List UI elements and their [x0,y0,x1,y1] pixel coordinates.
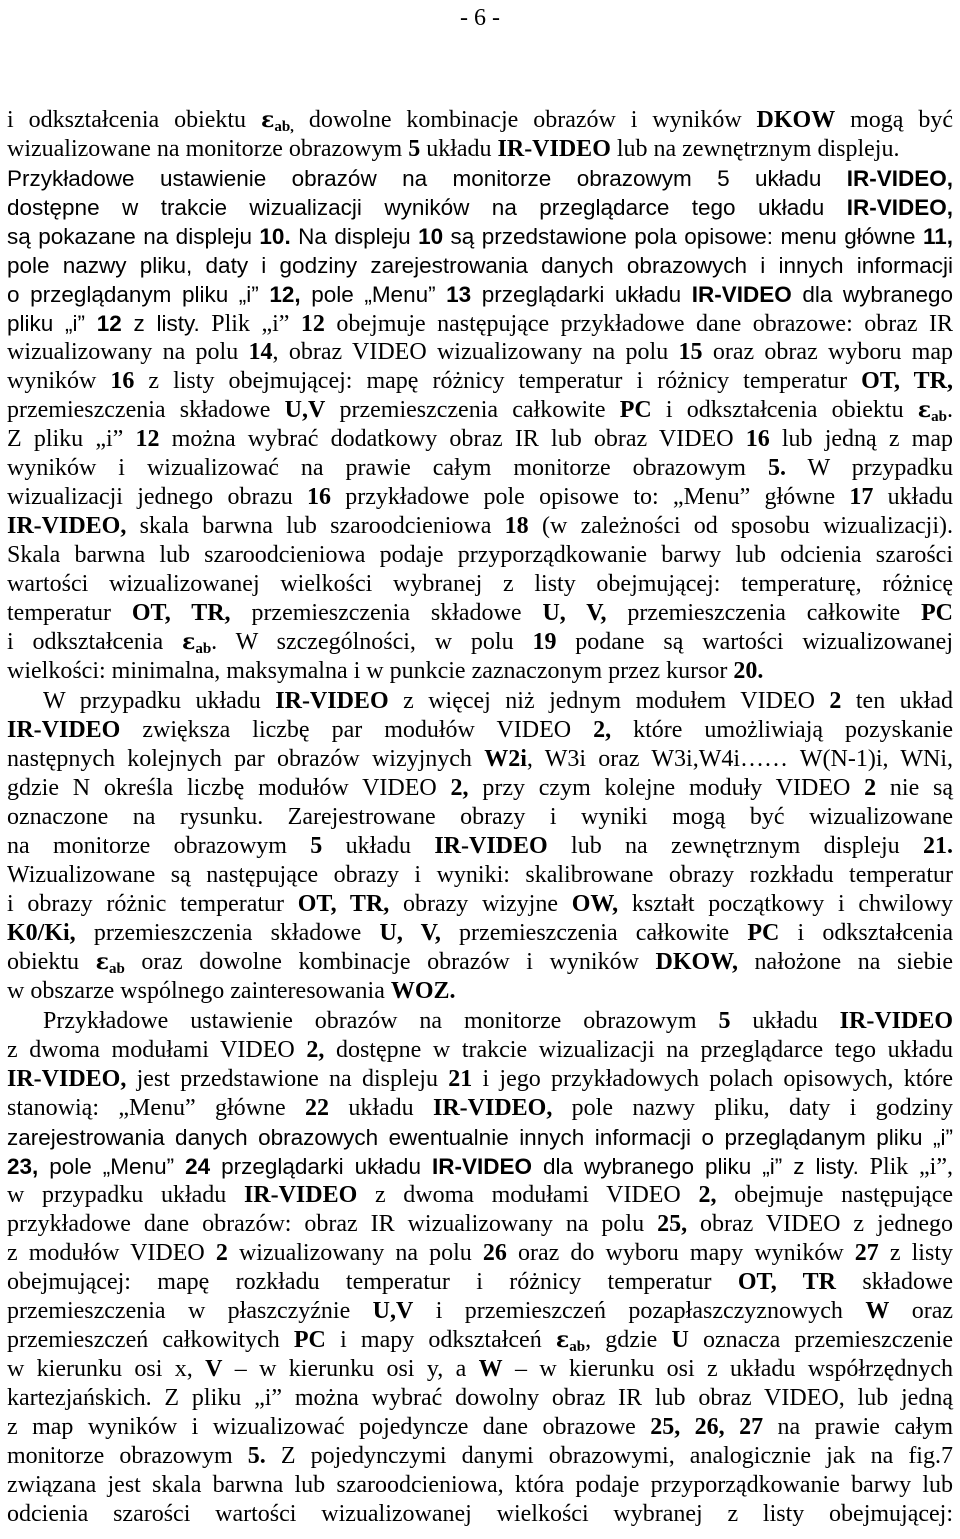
text-run: dostępne w trakcie wizualizacji wyników na przeglądarce tego układu [7,195,847,220]
text-run: oraz [889,1298,953,1324]
text-run: przemieszczenia całkowite [440,920,748,946]
text-run: przemieszczenia składowe [230,600,543,626]
text-line [7,483,953,512]
bold-reference: 23, [7,1154,39,1179]
bold-reference: IR-VIDEO [434,833,548,859]
text-run: skala barwna lub szaroodcieniowa [126,513,505,539]
text-run: monitorze obrazowym [7,1443,248,1469]
text-run: i odkształcenia obiektu [651,397,918,423]
text-line [7,396,953,425]
text-line [7,1152,953,1181]
text-line [7,1500,953,1529]
text-run: W przypadku układu [43,688,276,714]
text-line [7,716,953,745]
bold-reference: IR-VIDEO, [432,1095,553,1121]
text-run: wielkości: minimalna, maksymalna i w punkcie zaznaczonym przez kursor [7,658,734,684]
bold-reference: W2i [484,746,527,772]
text-line [7,832,953,861]
bold-reference: V [205,1356,223,1382]
text-run: z dwoma modułami VIDEO [7,1037,307,1063]
text-line [7,1123,953,1152]
bold-reference: 22 [304,1095,329,1121]
bold-reference: 2 [864,775,877,801]
document-body [7,106,953,1529]
text-run: dowolne kombinacje obrazów i wyników [293,107,757,133]
bold-reference: 2, [306,1037,325,1063]
text-run: Przykładowe ustawienie obrazów na monitorze obrazowym 5 układu [7,166,847,191]
epsilon-subscript: ab [569,1339,586,1355]
epsilon-symbol [182,629,211,655]
text-line [7,1268,953,1297]
bold-reference: OW, [571,891,619,917]
bold-reference: 5. [247,1443,266,1469]
text-line [7,106,953,135]
text-line [7,541,953,570]
text-run: . [947,397,954,423]
text-line [7,570,953,599]
text-line [7,657,953,686]
text-run: oraz obraz wyboru map [702,339,953,365]
text-run: Przykładowe ustawienie obrazów na monitorze obrazowym [43,1008,719,1034]
text-run: podane są wartości wizualizowanej [556,629,953,655]
text-run: kształt początkowy i chwilowy [618,891,953,917]
page-number: - 6 - [460,5,500,31]
text-run: przeglądarki układu [471,282,692,307]
text-run: i odkształcenia [779,920,953,946]
bold-reference: 10. [259,224,291,249]
text-run: z listy [878,1240,953,1266]
text-run: przeglądarki układu [210,1154,432,1179]
bold-reference: K0/Ki, [7,920,76,946]
bold-reference: U,V [372,1298,414,1324]
text-run: układu [420,136,498,162]
bold-reference: 2, [450,775,469,801]
bold-reference: 2 [829,688,842,714]
bold-reference: OT, TR, [861,368,953,394]
text-line [7,861,953,890]
text-run: i obrazy różnic temperatur [7,891,298,917]
bold-reference: 15 [678,339,703,365]
text-line [7,222,953,251]
bold-reference: 5 [408,136,421,162]
epsilon-glyph: ε [260,107,275,133]
text-run: – w kierunku osi z układu współrzędnych [502,1356,953,1382]
text-run: pole nazwy pliku, daty i godziny zarejestrowania danych obrazowych i innych informacji [7,253,953,278]
text-run: oznacza przemieszczenie [688,1327,953,1353]
text-run: pole nazwy pliku, daty i godziny [552,1095,953,1121]
text-run: lub na zewnętrznym displeju. [610,136,900,162]
epsilon-glyph: ε [95,949,109,975]
text-line [7,745,953,774]
bold-reference: 13 [446,282,472,307]
text-run: kartezjańskich. Z pliku „i” można wybrać dowolny obraz IR lub obraz VIDEO, lub jedną [7,1385,953,1411]
text-line [7,919,953,948]
text-line [7,1181,953,1210]
text-run: Wizualizowane są następujące obrazy i wyniki: skalibrowane obrazy rozkładu temperatur [7,862,953,888]
text-run: nałożone na siebie [737,949,953,975]
text-run: . W szczególności, w polu [211,629,533,655]
text-run: dla wybranego pliku „i” z listy. [531,1154,859,1179]
bold-reference: 19 [532,629,557,655]
text-run: obiektu [7,949,96,975]
text-line [7,1471,953,1500]
text-run: przemieszczenia składowe [7,397,285,423]
text-run: wizualizowane na monitorze obrazowym [7,136,409,162]
bold-reference: 12 [135,426,160,452]
text-line [7,251,953,280]
bold-reference: IR-VIDEO [243,1182,358,1208]
text-run: zwiększa liczbę par modułów VIDEO [120,717,594,743]
text-run: Plik „i”, [858,1154,953,1180]
bold-reference: U, V, [379,920,441,946]
epsilon-symbol [918,397,947,423]
text-run: jest przedstawione na displeju [126,1066,449,1092]
text-run: ten układ [841,688,953,714]
text-run: obejmuje następujące przykładowe dane obrazowe: obraz IR [324,311,953,337]
epsilon-subscript: ab [108,961,125,977]
text-run: mogą być [835,107,953,133]
bold-reference: 14 [248,339,273,365]
bold-reference: IR-VIDEO, [846,166,953,191]
text-line [7,890,953,919]
text-run: wyników i wizualizować na prawie całym monitorze obrazowym [7,455,768,481]
bold-reference: IR-VIDEO [691,282,792,307]
text-line [7,367,953,396]
text-line [7,280,953,309]
text-run: lub na zewnętrznym displeju [547,833,923,859]
text-line [7,1036,953,1065]
text-line [7,628,953,657]
text-run: układu [328,1095,433,1121]
text-run: wizualizowany na polu [227,1240,483,1266]
text-line [7,338,953,367]
bold-reference: 20. [733,658,764,684]
text-run: zarejestrowania danych obrazowych ewentualnie innych informacji o przeglądanym pliku „i” [7,1125,953,1150]
text-run: o przeglądanym pliku „i” [7,282,270,307]
text-line [7,1442,953,1471]
bold-reference: 17 [849,484,874,510]
text-run: wyników [7,368,111,394]
bold-reference: 24 [185,1154,211,1179]
text-run: , W3i oraz W3i,W4i…… W(N-1)i, WNi, [526,746,953,772]
bold-reference: DKOW, [655,949,738,975]
bold-reference: IR-VIDEO [497,136,611,162]
bold-reference: 12 [96,311,122,336]
text-run: Skala barwna lub szaroodcieniowa podaje przyporządkowanie barwy lub odcienia szarości [7,542,953,568]
bold-reference: IR-VIDEO [275,688,389,714]
text-run: i odkształcenia obiektu [7,107,261,133]
text-run: na prawie całym [763,1414,954,1440]
epsilon-glyph: ε [555,1327,570,1353]
text-run: są pokazane na displeju [7,224,260,249]
text-run: Plik „i” [199,311,301,337]
text-run: oraz do wyboru mapy wyników [506,1240,855,1266]
text-run: w obszarze wspólnego zainteresowania [7,978,391,1004]
text-run: obejmującej: mapę rozkładu temperatur i różnicy temperatur [7,1269,738,1295]
text-run: przemieszczenia składowe [75,920,380,946]
bold-reference: 11, [922,224,953,249]
text-run: przemieszczeń całkowitych [7,1327,294,1353]
bold-reference: IR-VIDEO, [7,513,127,539]
bold-reference: IR-VIDEO, [846,195,953,220]
bold-reference: OT, TR, [131,600,231,626]
bold-reference: U,V [284,397,326,423]
text-run: wartości wizualizowanej wielkości wybranej z listy obejmującej: temperaturę, różnicę [7,571,953,597]
text-run: i jego przykładowych polach opisowych, które [472,1066,954,1092]
text-line [7,512,953,541]
text-run: z listy. [121,311,200,336]
text-run: oznaczone na rysunku. Zarejestrowane obrazy i wyniki mogą być wizualizowane [7,804,953,830]
text-run: (w zależności od sposobu wizualizacji). [528,513,953,539]
text-run: temperatur [7,600,132,626]
text-line [7,948,953,977]
epsilon-subscript: ab [931,409,948,425]
bold-reference: IR-VIDEO [431,1154,532,1179]
text-run: i odkształcenia [7,629,182,655]
bold-reference: 25, [657,1211,688,1237]
text-run: stanowią: „Menu” główne [7,1095,305,1121]
text-run: wizualizacji jednego obrazu [7,484,307,510]
bold-reference: 5 [718,1008,731,1034]
text-line [7,1355,953,1384]
bold-reference: W [865,1298,890,1324]
text-run: obrazy wizyjne [389,891,572,917]
text-run: lub jedną z map [769,426,953,452]
text-line [7,1326,953,1355]
text-run: następnych kolejnych par obrazów wizyjnych [7,746,485,772]
text-line [7,164,953,193]
text-run: przy czym kolejne moduły VIDEO [468,775,865,801]
text-line [7,1297,953,1326]
text-run: – w kierunku osi y, a [222,1356,479,1382]
text-run: przemieszczenia w płaszczyźnie [7,1298,373,1324]
bold-reference: 27 [854,1240,879,1266]
bold-reference: U [671,1327,689,1353]
bold-reference: 26 [482,1240,507,1266]
text-line [7,1384,953,1413]
text-run: w kierunku osi x, [7,1356,206,1382]
text-run: z listy obejmującej: mapę różnicy temperatur i różnicy temperatur [134,368,862,394]
text-run: oraz dowolne kombinacje obrazów i wyników [124,949,656,975]
epsilon-symbol [96,949,125,975]
text-run: przemieszczenia całkowite [606,600,921,626]
text-run: i mapy odkształceń [325,1327,556,1353]
text-run: dla wybranego [791,282,954,307]
epsilon-symbol [261,107,294,133]
bold-reference: 18 [504,513,529,539]
text-run: obejmuje następujące [716,1182,954,1208]
bold-reference: 16 [745,426,770,452]
text-line [7,1094,953,1123]
bold-reference: 2 [215,1240,228,1266]
text-line [7,774,953,803]
text-run: można wybrać dodatkowy obraz IR lub obraz VIDEO [159,426,746,452]
bold-reference: 25, 26, 27 [650,1414,764,1440]
text-run: wizualizowany na polu [7,339,249,365]
epsilon-subscript: ab, [274,119,294,135]
bold-reference: DKOW [756,107,836,133]
text-line [7,599,953,628]
epsilon-glyph: ε [181,629,196,655]
bold-reference: 12 [300,311,325,337]
bold-reference: PC [921,600,953,626]
bold-reference: 5. [767,455,786,481]
text-run: przemieszczenia całkowite [325,397,620,423]
text-run: pole „Menu” [38,1154,186,1179]
bold-reference: 2, [593,717,612,743]
bold-reference: 2, [698,1182,717,1208]
text-run: odcienia szarości wartości wizualizowanej wielkości wybranej z listy obejmującej: [7,1501,953,1527]
epsilon-subscript: ab [195,641,212,657]
text-run: układu [730,1008,840,1034]
text-line [7,135,953,164]
bold-reference: 5 [310,833,323,859]
bold-reference: 21 [448,1066,473,1092]
text-line [7,454,953,483]
bold-reference: OT, TR [737,1269,836,1295]
text-run: z dwoma modułami VIDEO [357,1182,699,1208]
bold-reference: PC [293,1327,326,1353]
bold-reference: IR-VIDEO, [7,1066,127,1092]
text-run: pole „Menu” [300,282,447,307]
text-run: układu [873,484,953,510]
text-run: pliku „i” [7,311,97,336]
text-line [7,1065,953,1094]
text-run: układu [322,833,435,859]
bold-reference: PC [747,920,780,946]
text-run: z więcej niż jednym modułem VIDEO [388,688,830,714]
bold-reference: WOZ. [390,978,456,1004]
bold-reference: 16 [110,368,135,394]
bold-reference: 16 [307,484,331,510]
text-run: i przemieszczeń pozapłaszczyznowych [413,1298,866,1324]
text-run: W przypadku [785,455,953,481]
text-run: z modułów VIDEO [7,1240,216,1266]
text-line [7,1210,953,1239]
bold-reference: 12, [269,282,301,307]
text-run: Z pliku „i” [7,426,136,452]
text-run: na monitorze obrazowym [7,833,311,859]
text-line [7,425,953,454]
text-line [7,803,953,832]
text-run: są przedstawione pola opisowe: menu główne [443,224,923,249]
bold-reference: IR-VIDEO [839,1008,953,1034]
text-line [7,1413,953,1442]
text-run: przykładowe dane obrazów: obraz IR wizualizowany na polu [7,1211,658,1237]
bold-reference: W [478,1356,503,1382]
text-run: , obraz VIDEO wizualizowany na polu [272,339,679,365]
bold-reference: IR-VIDEO [7,717,121,743]
text-line [7,687,953,716]
text-run: z map wyników i wizualizować pojedyncze dane obrazowe [7,1414,651,1440]
text-line [7,1007,953,1036]
text-line [7,309,953,338]
text-line [7,193,953,222]
text-line [7,977,953,1006]
text-line [7,1239,953,1268]
text-run: składowe [836,1269,953,1295]
text-run: Na displeju [290,224,419,249]
text-run: przykładowe pole opisowe to: „Menu” główne [331,484,850,510]
text-run: gdzie N określa liczbę modułów VIDEO [7,775,451,801]
text-run: dostępne w trakcie wizualizacji na przeglądarce tego układu [324,1037,953,1063]
text-run: związana jest skala barwna lub szaroodcieniowa, która podaje przyporządkowanie barwy lub [7,1472,953,1498]
text-run: Z pojedynczymi danymi obrazowymi, analogicznie jak na fig.7 [265,1443,953,1469]
bold-reference: U, V, [542,600,607,626]
bold-reference: OT, TR, [297,891,390,917]
text-run: , gdzie [585,1327,672,1353]
epsilon-glyph: ε [917,397,932,423]
epsilon-symbol [556,1327,585,1353]
text-run: które umożliwiają pozyskanie [611,717,953,743]
text-run: nie są [876,775,954,801]
text-run: w przypadku układu [7,1182,244,1208]
bold-reference: 21. [923,833,953,859]
text-run: obraz VIDEO z jednego [687,1211,954,1237]
bold-reference: PC [619,397,652,423]
bold-reference: 10 [418,224,444,249]
